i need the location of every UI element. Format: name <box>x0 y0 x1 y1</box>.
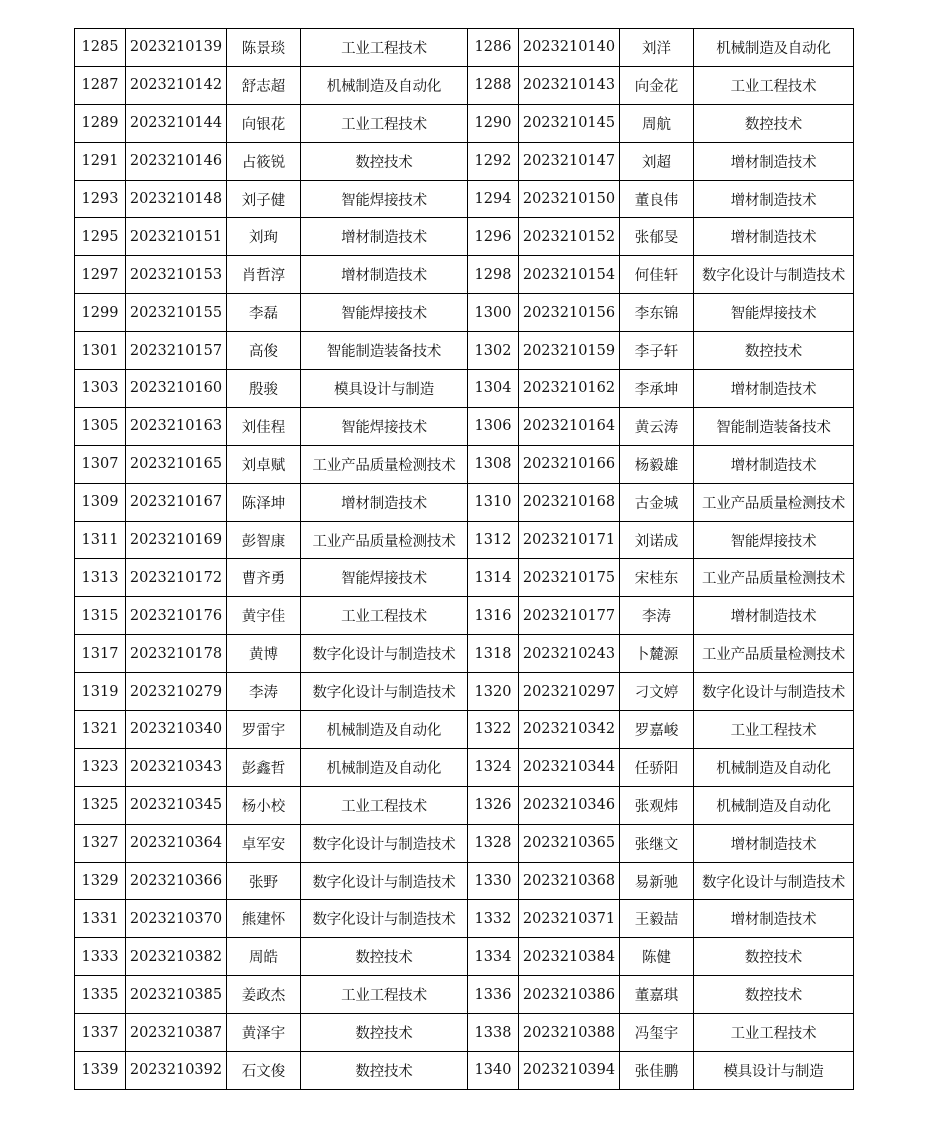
major-cell: 工业产品质量检测技术 <box>694 559 854 597</box>
student-id-cell: 2023210150 <box>519 180 620 218</box>
student-id-cell: 2023210164 <box>519 407 620 445</box>
student-id-cell: 2023210172 <box>126 559 227 597</box>
student-name-cell: 刘超 <box>620 142 694 180</box>
student-name-cell: 黄泽宇 <box>227 1014 301 1052</box>
seq-number-cell: 1301 <box>75 332 126 370</box>
student-name-cell: 张郁旻 <box>620 218 694 256</box>
student-id-cell: 2023210371 <box>519 900 620 938</box>
seq-number-cell: 1321 <box>75 711 126 749</box>
seq-number-cell: 1320 <box>468 673 519 711</box>
seq-number-cell: 1322 <box>468 711 519 749</box>
seq-number-cell: 1310 <box>468 483 519 521</box>
table-row <box>75 66 854 104</box>
seq-number-cell: 1323 <box>75 748 126 786</box>
student-id-cell: 2023210394 <box>519 1052 620 1090</box>
seq-number-cell: 1314 <box>468 559 519 597</box>
major-cell: 数控技术 <box>301 1052 468 1090</box>
student-name-cell: 卓军安 <box>227 824 301 862</box>
major-cell: 智能焊接技术 <box>694 294 854 332</box>
student-id-cell: 2023210148 <box>126 180 227 218</box>
table-row <box>75 218 854 256</box>
major-cell: 数控技术 <box>694 938 854 976</box>
student-name-cell: 高俊 <box>227 332 301 370</box>
student-name-cell: 罗雷宇 <box>227 711 301 749</box>
major-cell: 智能焊接技术 <box>301 294 468 332</box>
major-cell: 数控技术 <box>694 332 854 370</box>
seq-number-cell: 1287 <box>75 66 126 104</box>
seq-number-cell: 1332 <box>468 900 519 938</box>
major-cell: 机械制造及自动化 <box>694 786 854 824</box>
table-row <box>75 748 854 786</box>
student-id-cell: 2023210145 <box>519 104 620 142</box>
major-cell: 增材制造技术 <box>694 900 854 938</box>
table-row <box>75 142 854 180</box>
seq-number-cell: 1294 <box>468 180 519 218</box>
student-id-cell: 2023210368 <box>519 862 620 900</box>
student-name-cell: 李子轩 <box>620 332 694 370</box>
major-cell: 工业产品质量检测技术 <box>694 635 854 673</box>
student-name-cell: 陈泽坤 <box>227 483 301 521</box>
student-id-cell: 2023210342 <box>519 711 620 749</box>
student-name-cell: 杨毅雄 <box>620 445 694 483</box>
table-row <box>75 29 854 67</box>
seq-number-cell: 1311 <box>75 521 126 559</box>
student-name-cell: 舒志超 <box>227 66 301 104</box>
seq-number-cell: 1307 <box>75 445 126 483</box>
student-name-cell: 刘子健 <box>227 180 301 218</box>
student-name-cell: 李东锦 <box>620 294 694 332</box>
major-cell: 工业产品质量检测技术 <box>301 521 468 559</box>
major-cell: 工业工程技术 <box>694 1014 854 1052</box>
seq-number-cell: 1304 <box>468 370 519 408</box>
student-id-cell: 2023210155 <box>126 294 227 332</box>
seq-number-cell: 1292 <box>468 142 519 180</box>
table-row <box>75 332 854 370</box>
major-cell: 智能制造装备技术 <box>694 407 854 445</box>
table-row <box>75 256 854 294</box>
major-cell: 数控技术 <box>301 1014 468 1052</box>
student-id-cell: 2023210139 <box>126 29 227 67</box>
student-name-cell: 张野 <box>227 862 301 900</box>
major-cell: 工业工程技术 <box>694 66 854 104</box>
student-id-cell: 2023210344 <box>519 748 620 786</box>
student-id-cell: 2023210370 <box>126 900 227 938</box>
student-name-cell: 何佳轩 <box>620 256 694 294</box>
student-id-cell: 2023210157 <box>126 332 227 370</box>
table-row <box>75 407 854 445</box>
student-name-cell: 李磊 <box>227 294 301 332</box>
major-cell: 数字化设计与制造技术 <box>301 635 468 673</box>
student-id-cell: 2023210166 <box>519 445 620 483</box>
student-id-cell: 2023210146 <box>126 142 227 180</box>
student-id-cell: 2023210365 <box>519 824 620 862</box>
student-name-cell: 刘珣 <box>227 218 301 256</box>
seq-number-cell: 1308 <box>468 445 519 483</box>
major-cell: 数字化设计与制造技术 <box>694 862 854 900</box>
student-name-cell: 姜政杰 <box>227 976 301 1014</box>
student-id-cell: 2023210169 <box>126 521 227 559</box>
seq-number-cell: 1303 <box>75 370 126 408</box>
seq-number-cell: 1293 <box>75 180 126 218</box>
student-id-cell: 2023210162 <box>519 370 620 408</box>
student-name-cell: 董良伟 <box>620 180 694 218</box>
student-name-cell: 易新驰 <box>620 862 694 900</box>
seq-number-cell: 1300 <box>468 294 519 332</box>
student-name-cell: 占筱锐 <box>227 142 301 180</box>
student-id-cell: 2023210147 <box>519 142 620 180</box>
student-id-cell: 2023210156 <box>519 294 620 332</box>
major-cell: 智能焊接技术 <box>694 521 854 559</box>
seq-number-cell: 1339 <box>75 1052 126 1090</box>
student-name-cell: 杨小校 <box>227 786 301 824</box>
table-row <box>75 976 854 1014</box>
table-row <box>75 104 854 142</box>
student-name-cell: 黄博 <box>227 635 301 673</box>
seq-number-cell: 1289 <box>75 104 126 142</box>
student-id-cell: 2023210385 <box>126 976 227 1014</box>
table-row <box>75 483 854 521</box>
student-id-cell: 2023210340 <box>126 711 227 749</box>
student-id-cell: 2023210140 <box>519 29 620 67</box>
student-name-cell: 李涛 <box>227 673 301 711</box>
student-id-cell: 2023210386 <box>519 976 620 1014</box>
table-row <box>75 711 854 749</box>
major-cell: 工业工程技术 <box>301 104 468 142</box>
major-cell: 数控技术 <box>301 142 468 180</box>
major-cell: 智能制造装备技术 <box>301 332 468 370</box>
seq-number-cell: 1328 <box>468 824 519 862</box>
seq-number-cell: 1325 <box>75 786 126 824</box>
student-id-cell: 2023210171 <box>519 521 620 559</box>
table-row <box>75 635 854 673</box>
seq-number-cell: 1315 <box>75 597 126 635</box>
student-id-cell: 2023210151 <box>126 218 227 256</box>
major-cell: 工业工程技术 <box>301 786 468 824</box>
seq-number-cell: 1329 <box>75 862 126 900</box>
major-cell: 机械制造及自动化 <box>694 29 854 67</box>
table-row <box>75 370 854 408</box>
student-id-cell: 2023210297 <box>519 673 620 711</box>
major-cell: 工业产品质量检测技术 <box>301 445 468 483</box>
seq-number-cell: 1319 <box>75 673 126 711</box>
table-row <box>75 900 854 938</box>
major-cell: 增材制造技术 <box>694 180 854 218</box>
seq-number-cell: 1297 <box>75 256 126 294</box>
seq-number-cell: 1302 <box>468 332 519 370</box>
student-name-cell: 彭智康 <box>227 521 301 559</box>
table-row <box>75 294 854 332</box>
student-id-cell: 2023210366 <box>126 862 227 900</box>
table-row <box>75 786 854 824</box>
major-cell: 增材制造技术 <box>301 483 468 521</box>
student-id-cell: 2023210387 <box>126 1014 227 1052</box>
student-name-cell: 刘洋 <box>620 29 694 67</box>
table-row <box>75 597 854 635</box>
seq-number-cell: 1331 <box>75 900 126 938</box>
major-cell: 数控技术 <box>694 976 854 1014</box>
major-cell: 数控技术 <box>694 104 854 142</box>
student-name-cell: 曹齐勇 <box>227 559 301 597</box>
seq-number-cell: 1285 <box>75 29 126 67</box>
table-row <box>75 673 854 711</box>
major-cell: 工业工程技术 <box>301 976 468 1014</box>
student-id-cell: 2023210154 <box>519 256 620 294</box>
major-cell: 增材制造技术 <box>694 142 854 180</box>
seq-number-cell: 1309 <box>75 483 126 521</box>
seq-number-cell: 1295 <box>75 218 126 256</box>
major-cell: 机械制造及自动化 <box>694 748 854 786</box>
student-id-cell: 2023210143 <box>519 66 620 104</box>
student-id-cell: 2023210153 <box>126 256 227 294</box>
student-id-cell: 2023210152 <box>519 218 620 256</box>
major-cell: 增材制造技术 <box>694 370 854 408</box>
student-id-cell: 2023210384 <box>519 938 620 976</box>
major-cell: 机械制造及自动化 <box>301 748 468 786</box>
student-name-cell: 黄云涛 <box>620 407 694 445</box>
student-id-cell: 2023210178 <box>126 635 227 673</box>
student-name-cell: 刘佳程 <box>227 407 301 445</box>
seq-number-cell: 1312 <box>468 521 519 559</box>
seq-number-cell: 1326 <box>468 786 519 824</box>
major-cell: 数字化设计与制造技术 <box>301 673 468 711</box>
student-id-cell: 2023210175 <box>519 559 620 597</box>
student-name-cell: 熊建怀 <box>227 900 301 938</box>
student-name-cell: 宋桂东 <box>620 559 694 597</box>
seq-number-cell: 1290 <box>468 104 519 142</box>
student-id-cell: 2023210144 <box>126 104 227 142</box>
student-name-cell: 刁文婷 <box>620 673 694 711</box>
table-row <box>75 559 854 597</box>
major-cell: 增材制造技术 <box>694 824 854 862</box>
table-row <box>75 938 854 976</box>
student-roster-table <box>74 28 854 1090</box>
student-id-cell: 2023210160 <box>126 370 227 408</box>
student-name-cell: 周航 <box>620 104 694 142</box>
student-name-cell: 冯玺宇 <box>620 1014 694 1052</box>
student-name-cell: 李涛 <box>620 597 694 635</box>
student-id-cell: 2023210176 <box>126 597 227 635</box>
student-name-cell: 王毅喆 <box>620 900 694 938</box>
seq-number-cell: 1327 <box>75 824 126 862</box>
seq-number-cell: 1333 <box>75 938 126 976</box>
seq-number-cell: 1288 <box>468 66 519 104</box>
major-cell: 工业工程技术 <box>301 29 468 67</box>
student-id-cell: 2023210382 <box>126 938 227 976</box>
student-name-cell: 李承坤 <box>620 370 694 408</box>
student-id-cell: 2023210177 <box>519 597 620 635</box>
major-cell: 数字化设计与制造技术 <box>301 824 468 862</box>
major-cell: 数字化设计与制造技术 <box>694 673 854 711</box>
seq-number-cell: 1334 <box>468 938 519 976</box>
seq-number-cell: 1313 <box>75 559 126 597</box>
seq-number-cell: 1340 <box>468 1052 519 1090</box>
student-id-cell: 2023210392 <box>126 1052 227 1090</box>
seq-number-cell: 1330 <box>468 862 519 900</box>
seq-number-cell: 1305 <box>75 407 126 445</box>
student-name-cell: 卜麓源 <box>620 635 694 673</box>
major-cell: 增材制造技术 <box>301 256 468 294</box>
major-cell: 智能焊接技术 <box>301 407 468 445</box>
table-row <box>75 1052 854 1090</box>
table-row <box>75 1014 854 1052</box>
student-id-cell: 2023210346 <box>519 786 620 824</box>
seq-number-cell: 1318 <box>468 635 519 673</box>
major-cell: 增材制造技术 <box>694 445 854 483</box>
student-name-cell: 肖哲淳 <box>227 256 301 294</box>
student-name-cell: 张观炜 <box>620 786 694 824</box>
student-name-cell: 陈健 <box>620 938 694 976</box>
student-name-cell: 任骄阳 <box>620 748 694 786</box>
major-cell: 数字化设计与制造技术 <box>301 862 468 900</box>
seq-number-cell: 1296 <box>468 218 519 256</box>
seq-number-cell: 1286 <box>468 29 519 67</box>
table-row <box>75 521 854 559</box>
major-cell: 机械制造及自动化 <box>301 711 468 749</box>
student-name-cell: 黄宇佳 <box>227 597 301 635</box>
student-id-cell: 2023210167 <box>126 483 227 521</box>
student-name-cell: 周皓 <box>227 938 301 976</box>
student-name-cell: 彭鑫哲 <box>227 748 301 786</box>
seq-number-cell: 1306 <box>468 407 519 445</box>
seq-number-cell: 1335 <box>75 976 126 1014</box>
major-cell: 增材制造技术 <box>694 597 854 635</box>
seq-number-cell: 1316 <box>468 597 519 635</box>
roster-body <box>75 29 854 1090</box>
major-cell: 机械制造及自动化 <box>301 66 468 104</box>
student-id-cell: 2023210243 <box>519 635 620 673</box>
seq-number-cell: 1337 <box>75 1014 126 1052</box>
seq-number-cell: 1298 <box>468 256 519 294</box>
table-row <box>75 445 854 483</box>
major-cell: 数字化设计与制造技术 <box>694 256 854 294</box>
major-cell: 工业工程技术 <box>301 597 468 635</box>
student-name-cell: 殷骏 <box>227 370 301 408</box>
student-id-cell: 2023210279 <box>126 673 227 711</box>
student-name-cell: 陈景琰 <box>227 29 301 67</box>
seq-number-cell: 1299 <box>75 294 126 332</box>
seq-number-cell: 1291 <box>75 142 126 180</box>
student-name-cell: 向金花 <box>620 66 694 104</box>
student-name-cell: 张继文 <box>620 824 694 862</box>
student-id-cell: 2023210345 <box>126 786 227 824</box>
major-cell: 增材制造技术 <box>694 218 854 256</box>
student-name-cell: 石文俊 <box>227 1052 301 1090</box>
seq-number-cell: 1324 <box>468 748 519 786</box>
major-cell: 模具设计与制造 <box>694 1052 854 1090</box>
student-id-cell: 2023210159 <box>519 332 620 370</box>
table-row <box>75 824 854 862</box>
major-cell: 数控技术 <box>301 938 468 976</box>
major-cell: 工业产品质量检测技术 <box>694 483 854 521</box>
student-id-cell: 2023210168 <box>519 483 620 521</box>
student-name-cell: 张佳鹏 <box>620 1052 694 1090</box>
student-name-cell: 董嘉琪 <box>620 976 694 1014</box>
major-cell: 工业工程技术 <box>694 711 854 749</box>
table-row <box>75 862 854 900</box>
student-name-cell: 向银花 <box>227 104 301 142</box>
seq-number-cell: 1338 <box>468 1014 519 1052</box>
student-id-cell: 2023210163 <box>126 407 227 445</box>
student-id-cell: 2023210364 <box>126 824 227 862</box>
table-row <box>75 180 854 218</box>
major-cell: 数字化设计与制造技术 <box>301 900 468 938</box>
student-id-cell: 2023210165 <box>126 445 227 483</box>
seq-number-cell: 1317 <box>75 635 126 673</box>
major-cell: 模具设计与制造 <box>301 370 468 408</box>
major-cell: 增材制造技术 <box>301 218 468 256</box>
major-cell: 智能焊接技术 <box>301 559 468 597</box>
student-name-cell: 古金城 <box>620 483 694 521</box>
student-id-cell: 2023210388 <box>519 1014 620 1052</box>
major-cell: 智能焊接技术 <box>301 180 468 218</box>
student-id-cell: 2023210142 <box>126 66 227 104</box>
student-name-cell: 刘卓赋 <box>227 445 301 483</box>
student-name-cell: 刘诺成 <box>620 521 694 559</box>
student-name-cell: 罗嘉峻 <box>620 711 694 749</box>
student-id-cell: 2023210343 <box>126 748 227 786</box>
seq-number-cell: 1336 <box>468 976 519 1014</box>
